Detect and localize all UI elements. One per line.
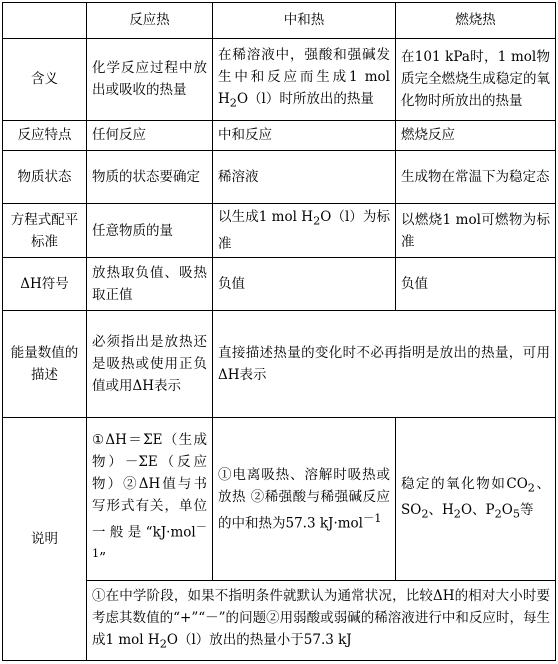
cell-feature-reaction: 任何反应	[87, 121, 213, 151]
cell-notes-neutralization: ①电离吸热、溶解时吸热或放热 ②稀强酸与稀强碱反应的中和热为57.3 kJ·mol$^{-1}$	[213, 418, 396, 581]
cell-state-combustion: 生成物在常温下为稳定态	[396, 150, 556, 203]
cell-notes-combustion: 稳定的氧化物如$CO_2$、$SO_2$、$H_2O$、$P_2O_5$等	[396, 418, 556, 581]
row-label-notes: 说明	[3, 418, 87, 661]
table-row	[3, 203, 556, 258]
row-label-state: 物质状态	[3, 150, 87, 203]
header-combustion-heat: 燃烧热	[396, 3, 556, 39]
cell-sign-combustion: 负值	[396, 258, 556, 311]
row-label-energy-description: 能量数值的描述	[3, 311, 87, 418]
table-row	[3, 418, 556, 581]
cell-feature-combustion: 燃烧反应	[396, 121, 556, 151]
row-label-balancing: 方程式配平标准	[3, 203, 87, 258]
table-row	[3, 258, 556, 311]
row-label-meaning: 含义	[3, 38, 87, 121]
cell-meaning-neutralization: 在稀溶液中，强酸和强碱发生中和反应而生成1 mol $H_2O(l)$时所放出的热量	[213, 38, 396, 121]
row-label-feature: 反应特点	[3, 121, 87, 151]
cell-sign-reaction: 放热取负值、吸热取正值	[87, 258, 213, 311]
header-neutralization-heat: 中和热	[213, 3, 396, 39]
cell-energy-reaction: 必须指出是放热还是吸热或使用正负值或用ΔH表示	[87, 311, 213, 418]
header-reaction-heat: 反应热	[87, 3, 213, 39]
table-row	[3, 311, 556, 418]
cell-energy-neutralization-combustion: 直接描述热量的变化时不必再指明是放出的热量，可用ΔH表示	[213, 311, 556, 418]
cell-sign-neutralization: 负值	[213, 258, 396, 311]
table-row	[3, 38, 556, 121]
cell-notes-reaction: ①ΔH＝ΣE（生成物）－ΣE（反应物）②ΔH值与书写形式有关，单位一般是“kJ·mol$^{-1}$”	[87, 418, 213, 581]
header-row	[3, 3, 556, 39]
cell-balancing-reaction: 任意物质的量	[87, 203, 213, 258]
row-label-delta-h-sign: ΔH符号	[3, 258, 87, 311]
header-corner	[3, 3, 87, 39]
cell-meaning-combustion: 在101 kPa时，1 mol物质完全燃烧生成稳定的氧化物时所放出的热量	[396, 38, 556, 121]
cell-state-reaction: 物质的状态要确定	[87, 150, 213, 203]
cell-meaning-reaction: 化学反应过程中放出或吸收的热量	[87, 38, 213, 121]
table-row	[3, 121, 556, 151]
cell-notes-common: ①在中学阶段，如果不指明条件就默认为通常状况，比较ΔH的相对大小时要考虑其数值的“+”“－”的问题②用弱酸或弱碱的稀溶液进行中和反应时，每生成1 mol $H_2O(l)$放出的热量小于57.3 kJ	[87, 581, 556, 661]
comparison-table	[2, 2, 556, 661]
table-row	[3, 150, 556, 203]
cell-feature-neutralization: 中和反应	[213, 121, 396, 151]
cell-state-neutralization: 稀溶液	[213, 150, 396, 203]
cell-balancing-combustion: 以燃烧1 mol可燃物为标准	[396, 203, 556, 258]
cell-balancing-neutralization: 以生成1 mol $H_2O(l)$为标准	[213, 203, 396, 258]
